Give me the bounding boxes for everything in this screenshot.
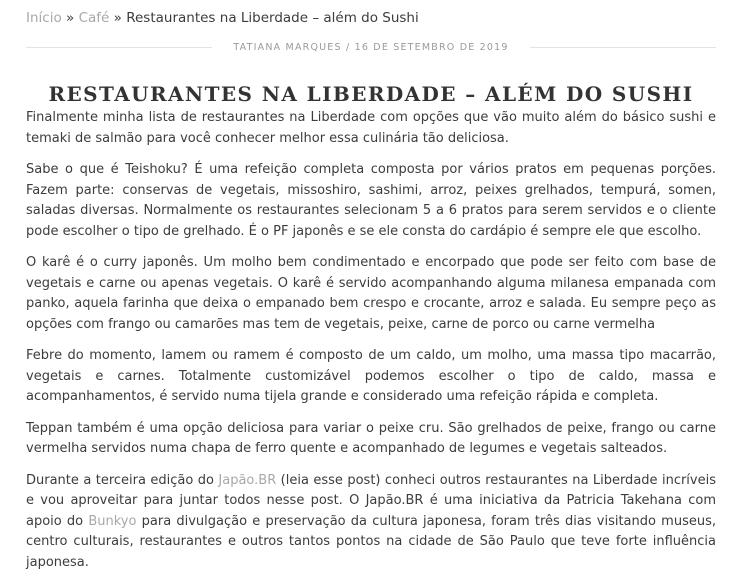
breadcrumb-separator: » — [113, 10, 122, 26]
paragraph-lamem: Febre do momento, lamem ou ramem é composto de um caldo, um molho, uma massa tipo macarrão, vegetais e carnes. Totalmente customizável podemos escolher o tipo de caldo, massa e acompanhamentos, é servido numa tijela grande e considerado uma refeição rápida e completa. — [26, 348, 716, 404]
post-title: RESTAURANTES NA LIBERDADE – ALÉM DO SUSHI — [48, 82, 694, 107]
paragraph-kare: O karê é o curry japonês. Um molho bem condimentado e encorpado que pode ser feito com base de vegetais e carne ou apenas vegetais. O karê é servido acompanhando alguma milanesa empanada com panko, aquela farinha que deixa o empanado bem crespo e crocante, arroz e salada. Eu sempre peço as opções com frango ou camarões mas tem de vegetais, peixe, carne de porco ou carne vermelha — [26, 255, 716, 332]
post-date: 16 DE SETEMBRO DE 2019 — [354, 42, 509, 53]
post-meta — [26, 39, 716, 57]
post-content — [26, 108, 716, 584]
meta-divider-right — [530, 47, 716, 48]
bunkyo-link[interactable]: Bunkyo — [88, 513, 137, 529]
paragraph-text: para divulgação e preservação da cultura japonesa, foram três dias visitando museus, centro culturais, restaurantes e outros tantos pontos na cidade de São Paulo que teve forte influência japonesa. — [26, 513, 716, 570]
post-meta-row — [26, 39, 716, 57]
paragraph-text: Durante a terceira edição do — [26, 472, 219, 488]
meta-slash: / — [345, 42, 351, 53]
paragraph-japao-br — [26, 471, 716, 574]
japao-br-link[interactable]: Japão.BR — [218, 472, 277, 488]
paragraph-teishoku: Sabe o que é Teishoku? É uma refeição completa composta por vários pratos em pequenas porções. Fazem parte: conservas de vegetais, missoshiro, sashimi, arroz, peixes grelhados, tempurá, somen, saladas diversas. Normalmente os restaurantes selecionam 5 a 6 pratos para serem servidos e o cliente pode escolher o tipo de grelhado. É o PF japonês e se ele consta do cardápio é sempre ele que escolho. — [26, 162, 716, 239]
breadcrumb-home-link[interactable]: Início — [26, 10, 62, 26]
breadcrumb-current: Restaurantes na Liberdade – além do Sushi — [126, 10, 419, 26]
post-author: TATIANA MARQUES — [233, 42, 342, 53]
paragraph-intro: Finalmente minha lista de restaurantes na Liberdade com opções que vão muito além do básico sushi e temaki de salmão para você conhecer melhor essa culinária tão deliciosa. — [26, 110, 716, 146]
paragraph-text: (leia esse post) conheci outros restaurantes na Liberdade incríveis e vou aproveitar para juntar todos nesse post. O Japão.BR é uma iniciativa da Patricia Takehana com apoio do — [26, 472, 716, 529]
paragraph-teppan: Teppan também é uma opção deliciosa para variar o peixe cru. São grelhados de peixe, frango ou carne vermelha servidos numa chapa de ferro quente e acompanhado de legumes e vegetais salteados. — [26, 420, 716, 456]
breadcrumb-separator: » — [66, 10, 75, 26]
breadcrumb-category-link[interactable]: Café — [78, 10, 110, 26]
breadcrumb — [26, 8, 419, 28]
